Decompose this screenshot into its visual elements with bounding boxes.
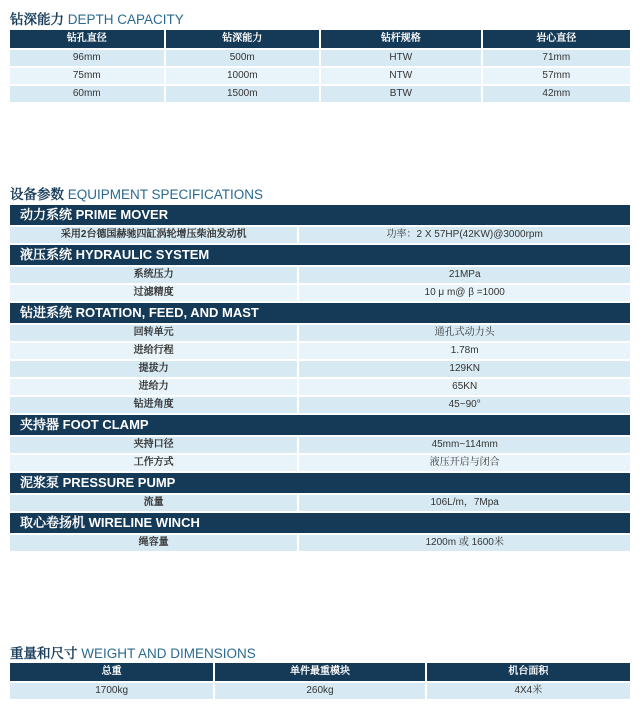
column-header: 岩心直径: [483, 30, 630, 48]
weight-title-cn: 重量和尺寸: [10, 646, 78, 661]
group-title-en: FOOT CLAMP: [62, 417, 149, 432]
table-cell: HTW: [321, 50, 481, 66]
column-header: 总重: [10, 663, 213, 681]
spec-value: 45~90°: [299, 397, 630, 413]
group-header-row: [10, 415, 630, 435]
column-header: 机台面积: [427, 663, 630, 681]
table-cell: NTW: [321, 68, 481, 84]
group-header-wireline-winch: [10, 513, 630, 533]
spec-label: 进给力: [10, 379, 297, 395]
table-header-row: [10, 663, 630, 681]
group-title-en: PRESSURE PUMP: [62, 475, 176, 490]
group-header-row: [10, 473, 630, 493]
spec-label: 钻进角度: [10, 397, 297, 413]
weight-dimensions-table: [8, 661, 632, 701]
table-cell: 96mm: [10, 50, 164, 66]
equipment-title-cn: 设备参数: [10, 187, 64, 202]
group-title-en: HYDRAULIC SYSTEM: [75, 247, 210, 262]
depth-title-en: DEPTH CAPACITY: [67, 12, 184, 27]
depth-capacity-table: [8, 28, 632, 104]
equipment-title-en: EQUIPMENT SPECIFICATIONS: [67, 187, 264, 202]
group-title-en: PRIME MOVER: [75, 207, 169, 222]
table-row: [10, 325, 630, 341]
spec-label: 流量: [10, 495, 297, 511]
equipment-specs-table: [8, 203, 632, 553]
table-row: [10, 397, 630, 413]
table-cell: 1700kg: [10, 683, 213, 699]
spec-label: 系统压力: [10, 267, 297, 283]
spec-label: 进给行程: [10, 343, 297, 359]
group-title-en: ROTATION, FEED, AND MAST: [75, 305, 259, 320]
table-cell: 75mm: [10, 68, 164, 84]
group-header-row: [10, 245, 630, 265]
table-cell: 4X4米: [427, 683, 630, 699]
spec-label: 夹持口径: [10, 437, 297, 453]
table-cell: 1500m: [166, 86, 320, 102]
table-cell: 1000m: [166, 68, 320, 84]
group-header-pressure-pump: [10, 473, 630, 493]
spec-value: 1200m 或 1600米: [299, 535, 630, 551]
table-cell: 71mm: [483, 50, 630, 66]
spec-value: 106L/m，7Mpa: [299, 495, 630, 511]
spec-label: 提拔力: [10, 361, 297, 377]
depth-title-cn: 钻深能力: [10, 12, 64, 27]
depth-capacity-title: [10, 8, 184, 28]
table-row: [10, 361, 630, 377]
spec-label: 过滤精度: [10, 285, 297, 301]
table-cell: 260kg: [215, 683, 424, 699]
table-row: [10, 285, 630, 301]
spec-value: 129KN: [299, 361, 630, 377]
group-title-cn: 钻进系统: [20, 305, 73, 320]
weight-dimensions-title: [10, 642, 256, 662]
table-cell: 57mm: [483, 68, 630, 84]
table-row: [10, 227, 630, 243]
table-row: [10, 343, 630, 359]
spec-value: 功率：2 X 57HP(42KW)@3000rpm: [299, 227, 630, 243]
spec-value: 液压开启与闭合: [299, 455, 630, 471]
table-cell: 42mm: [483, 86, 630, 102]
column-header: 单件最重模块: [215, 663, 424, 681]
group-header-row: [10, 303, 630, 323]
spec-label: 工作方式: [10, 455, 297, 471]
group-title-cn: 取心卷扬机: [20, 515, 86, 530]
group-header-rotation-feed-mast: [10, 303, 630, 323]
spec-value: 1.78m: [299, 343, 630, 359]
group-title-en: WIRELINE WINCH: [88, 515, 200, 530]
column-header: 钻深能力: [166, 30, 320, 48]
equipment-specs-title: [10, 183, 263, 203]
group-title-cn: 泥浆泵: [20, 475, 60, 490]
table-row: [10, 437, 630, 453]
column-header: 钻杆规格: [321, 30, 481, 48]
table-cell: BTW: [321, 86, 481, 102]
table-cell: 60mm: [10, 86, 164, 102]
group-header-foot-clamp: [10, 415, 630, 435]
table-row: [10, 267, 630, 283]
group-header-hydraulic-system: [10, 245, 630, 265]
spec-label: 回转单元: [10, 325, 297, 341]
spec-value: 10 μ m@ β =1000: [299, 285, 630, 301]
weight-title-en: WEIGHT AND DIMENSIONS: [81, 646, 256, 661]
spec-value: 通孔式动力头: [299, 325, 630, 341]
table-row: [10, 455, 630, 471]
table-row: [10, 495, 630, 511]
group-title-cn: 液压系统: [20, 247, 73, 262]
group-header-row: [10, 205, 630, 225]
table-row: [10, 379, 630, 395]
column-header: 钻孔直径: [10, 30, 164, 48]
table-row: [10, 50, 630, 66]
spec-value: 21MPa: [299, 267, 630, 283]
table-row: [10, 535, 630, 551]
table-row: [10, 86, 630, 102]
group-title-cn: 夹持器: [20, 417, 60, 432]
group-title-cn: 动力系统: [20, 207, 73, 222]
spec-label: 绳容量: [10, 535, 297, 551]
table-header-row: [10, 30, 630, 48]
group-header-prime-mover: [10, 205, 630, 225]
spec-value: 65KN: [299, 379, 630, 395]
spec-label: 采用2台德国赫驰四缸涡轮增压柴油发动机: [10, 227, 297, 243]
table-row: [10, 68, 630, 84]
spec-value: 45mm~114mm: [299, 437, 630, 453]
table-cell: 500m: [166, 50, 320, 66]
table-row: [10, 683, 630, 699]
group-header-row: [10, 513, 630, 533]
